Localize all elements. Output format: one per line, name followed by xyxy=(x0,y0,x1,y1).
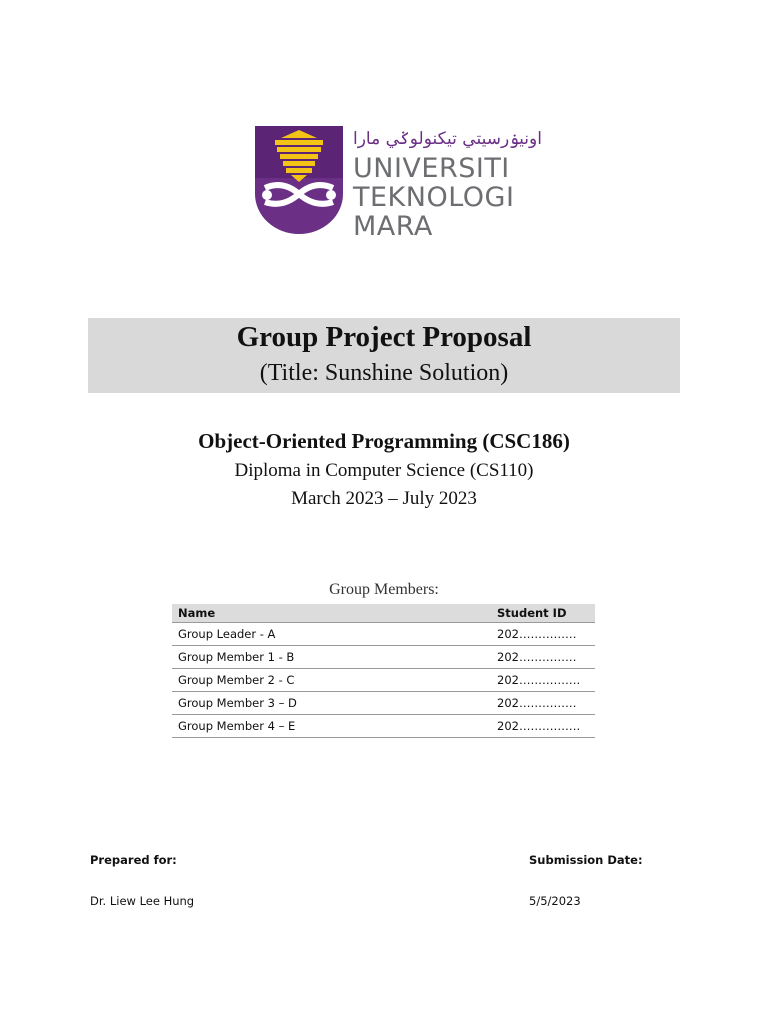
table-row xyxy=(172,646,595,669)
member-name: Group Member 2 - C xyxy=(172,669,497,692)
uitm-jawi-script: اونيۏرسيتي تيكنولوݢي مارا xyxy=(353,129,542,149)
prepared-for-value: Dr. Liew Lee Hung xyxy=(90,894,195,908)
uitm-wordmark xyxy=(353,124,542,242)
semester-period: March 2023 – July 2023 xyxy=(291,488,477,509)
group-members-heading: Group Members: xyxy=(329,581,439,598)
member-name: Group Member 3 – D xyxy=(172,692,497,715)
wordmark-line-3: MARA xyxy=(353,211,433,242)
member-name: Group Member 4 – E xyxy=(172,715,497,738)
wordmark-line-1: UNIVERSITI xyxy=(353,153,510,184)
prepared-for-label: Prepared for: xyxy=(90,853,177,867)
document-title: Group Project Proposal xyxy=(236,321,532,353)
title-banner xyxy=(88,318,680,393)
uitm-crest-logo xyxy=(255,124,345,236)
diploma-name: Diploma in Computer Science (CS110) xyxy=(234,460,534,481)
table-header-row xyxy=(172,604,595,623)
member-student-id: 202…………… xyxy=(497,623,595,646)
course-name: Object-Oriented Programming (CSC186) xyxy=(198,429,570,453)
submission-date-label: Submission Date: xyxy=(529,853,643,867)
table-row xyxy=(172,623,595,646)
member-student-id: 202……………. xyxy=(497,669,595,692)
column-header-name: Name xyxy=(172,604,497,623)
member-name: Group Leader - A xyxy=(172,623,497,646)
member-student-id: 202…………… xyxy=(497,646,595,669)
group-members-table xyxy=(172,604,595,738)
project-title: (Title: Sunshine Solution) xyxy=(259,360,509,386)
table-row xyxy=(172,715,595,738)
member-name: Group Member 1 - B xyxy=(172,646,497,669)
member-student-id: 202……………. xyxy=(497,715,595,738)
submission-date-value: 5/5/2023 xyxy=(529,894,581,908)
column-header-student-id: Student ID xyxy=(497,604,595,623)
member-student-id: 202…………… xyxy=(497,692,595,715)
wordmark-line-2: TEKNOLOGI xyxy=(353,182,515,213)
table-row xyxy=(172,669,595,692)
table-row xyxy=(172,692,595,715)
